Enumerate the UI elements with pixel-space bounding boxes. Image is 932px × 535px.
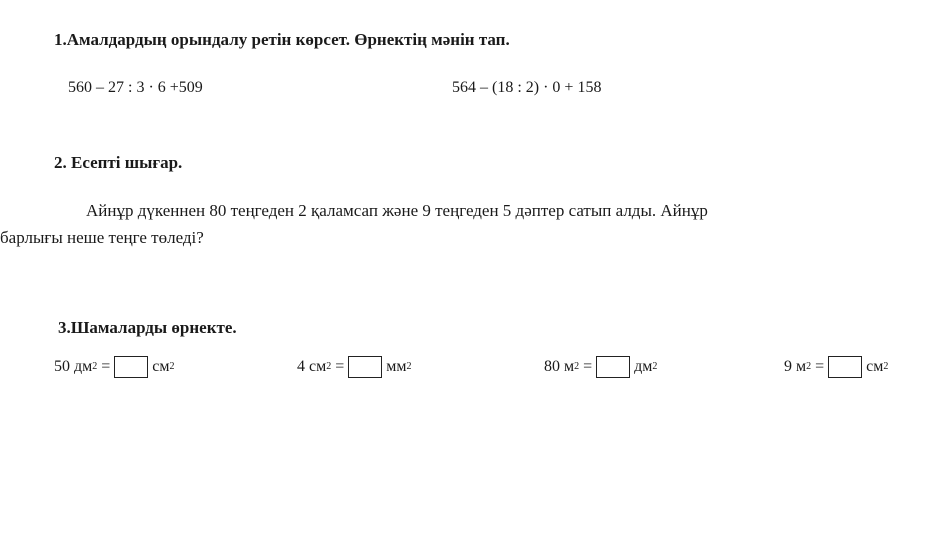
conversion-right-unit: дм [634, 358, 653, 375]
conversion-right-unit: см [866, 358, 884, 375]
equals-sign: = [583, 358, 593, 375]
task2-problem-line1: Айнұр дүкеннен 80 теңгеден 2 қаламсап және 9 теңгеден 5 дәптер сатып алды. Айнұр [86, 201, 708, 220]
task2-problem-line2: барлығы неше теңге төледі? [0, 228, 204, 247]
conversion-item-2: 4 см 2 = мм 2 [297, 356, 412, 378]
answer-box[interactable] [114, 356, 148, 378]
conversion-right-unit: мм [386, 358, 407, 375]
conversion-left-unit: 4 см [297, 358, 327, 375]
answer-box[interactable] [596, 356, 630, 378]
conversion-item-1: 50 дм 2 = см 2 [54, 356, 175, 378]
conversion-right-unit: см [152, 358, 170, 375]
equals-sign: = [335, 358, 345, 375]
task1-title: 1.Амалдардың орындалу ретін көрсет. Өрнектің мәнін тап. [54, 30, 510, 49]
conversion-left-unit: 80 м [544, 358, 575, 375]
task1-expression-left: 560 – 27 : 3 · 6 +509 [68, 79, 203, 96]
task3-title: 3.Шамаларды өрнекте. [58, 318, 237, 337]
answer-box[interactable] [828, 356, 862, 378]
task1-expression-right: 564 – (18 : 2) · 0 + 158 [452, 79, 602, 96]
conversion-left-unit: 50 дм [54, 358, 93, 375]
equals-sign: = [101, 358, 111, 375]
conversion-left-unit: 9 м [784, 358, 807, 375]
equals-sign: = [815, 358, 825, 375]
task2-title: 2. Есепті шығар. [54, 153, 183, 172]
conversion-item-4: 9 м 2 = см 2 [784, 356, 888, 378]
conversion-item-3: 80 м 2 = дм 2 [544, 356, 657, 378]
answer-box[interactable] [348, 356, 382, 378]
